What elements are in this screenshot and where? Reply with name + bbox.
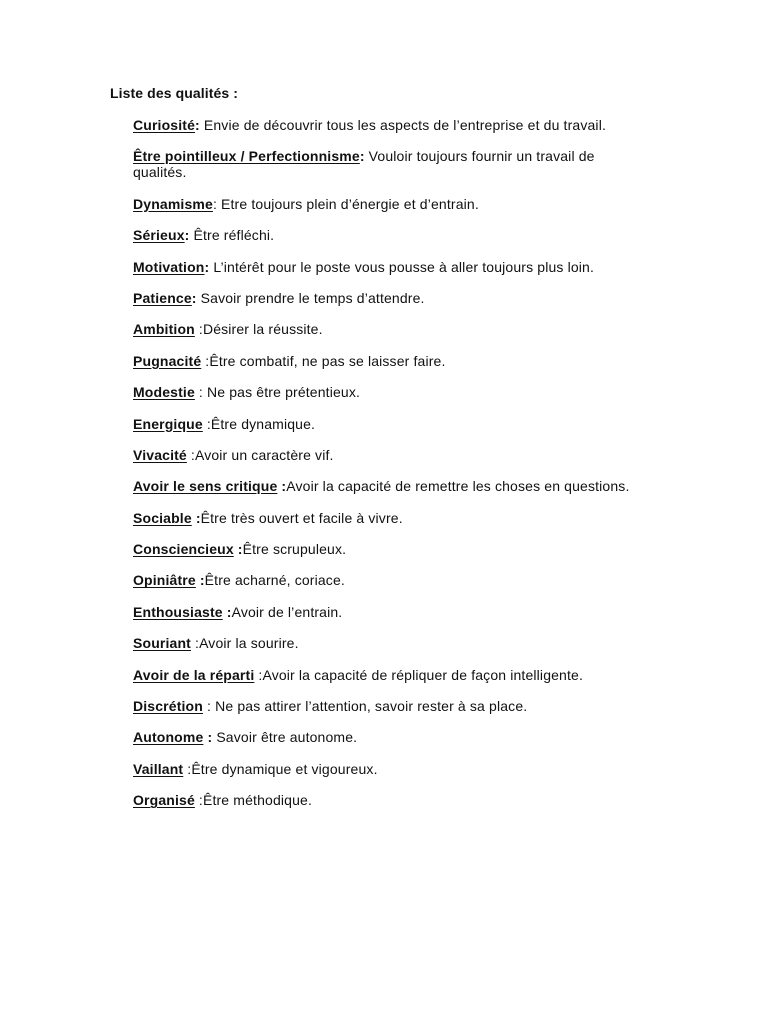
quality-term: Avoir de la réparti xyxy=(133,666,255,683)
term-separator: : xyxy=(195,572,205,589)
list-item xyxy=(133,290,633,306)
quality-term: Vivacité xyxy=(133,446,187,463)
list-item xyxy=(133,227,633,243)
qualities-list xyxy=(133,117,633,824)
page-title: Liste des qualités : xyxy=(110,85,239,101)
term-separator: : xyxy=(222,603,232,620)
list-item xyxy=(133,384,633,400)
list-item xyxy=(133,667,633,683)
quality-term: Souriant xyxy=(133,635,191,652)
list-item xyxy=(133,148,633,180)
term-separator: : xyxy=(191,289,197,306)
quality-term: Curiosité xyxy=(133,117,196,133)
term-separator: : xyxy=(233,541,243,558)
list-item xyxy=(133,353,633,369)
list-item xyxy=(133,729,633,745)
quality-term: Sociable xyxy=(133,509,192,526)
quality-term: Opiniâtre xyxy=(133,572,196,589)
quality-term: Energique xyxy=(133,415,203,432)
list-item xyxy=(133,478,633,494)
quality-term: Sérieux xyxy=(133,227,185,244)
list-item xyxy=(133,117,633,133)
quality-definition: Être scrupuleux. xyxy=(242,541,347,558)
quality-definition: :Désirer la réussite. xyxy=(194,321,323,338)
quality-definition: Savoir être autonome. xyxy=(212,729,358,746)
quality-definition: :Avoir un caractère vif. xyxy=(186,446,334,463)
quality-definition: Envie de découvrir tous les aspects de l’entreprise et du travail. xyxy=(199,117,606,133)
term-separator: : xyxy=(359,148,365,165)
quality-definition: : Etre toujours plein d’énergie et d’entrain. xyxy=(212,195,479,212)
quality-term: Pugnacité xyxy=(133,352,202,369)
list-item xyxy=(133,321,633,337)
quality-definition: Vouloir toujours fournir un travail de qualités. xyxy=(133,148,595,181)
quality-definition: :Avoir la sourire. xyxy=(190,635,299,652)
term-separator: : xyxy=(277,478,287,495)
list-item xyxy=(133,792,633,808)
list-item xyxy=(133,572,633,588)
quality-definition: Avoir la capacité de remettre les choses en questions. xyxy=(286,478,630,495)
quality-definition: Avoir de l’entrain. xyxy=(231,603,343,620)
quality-definition: :Être méthodique. xyxy=(194,792,312,809)
quality-definition: :Être combatif, ne pas se laisser faire. xyxy=(201,352,446,369)
quality-definition: : Ne pas attirer l’attention, savoir rester à sa place. xyxy=(202,698,528,715)
quality-term: Consciencieux xyxy=(133,541,234,558)
list-item xyxy=(133,447,633,463)
quality-definition: :Être dynamique. xyxy=(202,415,316,432)
list-item xyxy=(133,604,633,620)
term-separator: : xyxy=(195,117,200,133)
quality-definition: :Être dynamique et vigoureux. xyxy=(183,760,378,777)
list-item xyxy=(133,259,633,275)
quality-term: Motivation xyxy=(133,258,205,275)
list-item xyxy=(133,510,633,526)
quality-definition: L’intérêt pour le poste vous pousse à aller toujours plus loin. xyxy=(209,258,595,275)
quality-term: Modestie xyxy=(133,384,195,401)
quality-definition: Être réfléchi. xyxy=(189,227,275,244)
term-separator: : xyxy=(203,729,213,746)
list-item xyxy=(133,541,633,557)
quality-term: Avoir le sens critique xyxy=(133,478,278,495)
quality-term: Patience xyxy=(133,289,192,306)
list-item xyxy=(133,761,633,777)
quality-term: Ambition xyxy=(133,321,195,338)
quality-definition: Être acharné, coriace. xyxy=(204,572,345,589)
quality-term: Dynamisme xyxy=(133,195,213,212)
list-item xyxy=(133,196,633,212)
quality-definition: : Ne pas être prétentieux. xyxy=(194,384,361,401)
term-separator: : xyxy=(184,227,190,244)
quality-term: Autonome xyxy=(133,729,204,746)
term-separator: : xyxy=(191,509,201,526)
quality-term: Discrétion xyxy=(133,698,203,715)
quality-definition: Être très ouvert et facile à vivre. xyxy=(200,509,403,526)
quality-definition: Savoir prendre le temps d’attendre. xyxy=(196,289,425,306)
list-item xyxy=(133,416,633,432)
term-separator: : xyxy=(204,258,210,275)
quality-term: Être pointilleux / Perfectionnisme xyxy=(133,148,360,165)
quality-term: Organisé xyxy=(133,792,195,809)
list-item xyxy=(133,698,633,714)
quality-term: Enthousiaste xyxy=(133,603,223,620)
list-item xyxy=(133,635,633,651)
quality-definition: :Avoir la capacité de répliquer de façon intelligente. xyxy=(254,666,584,683)
quality-term: Vaillant xyxy=(133,760,184,777)
